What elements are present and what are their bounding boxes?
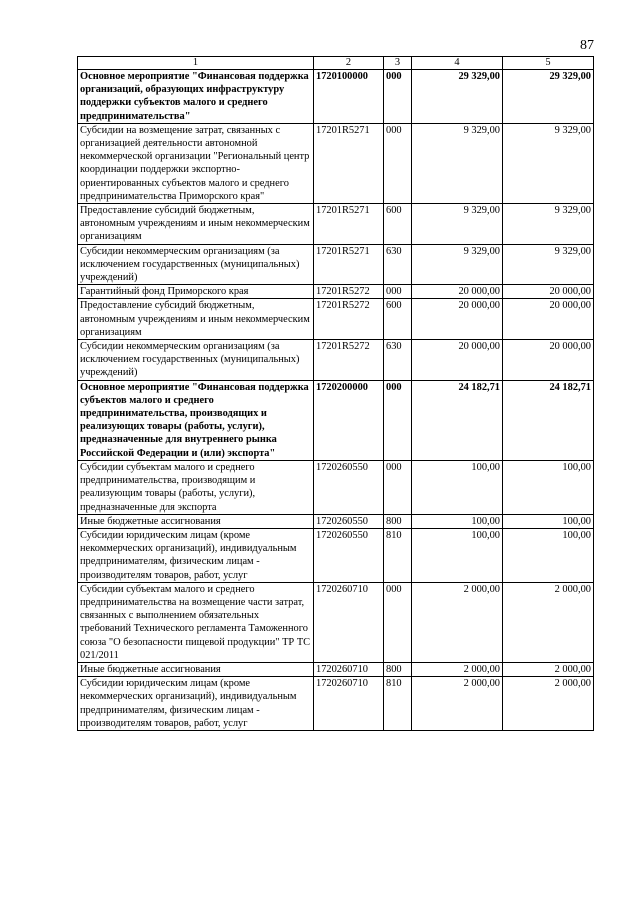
table-row bbox=[78, 123, 594, 203]
row-amount-col4: 20 000,00 bbox=[412, 285, 503, 299]
row-amount-col5: 24 182,71 bbox=[503, 380, 594, 460]
row-amount-col4: 9 329,00 bbox=[412, 204, 503, 245]
row-expense-type: 800 bbox=[384, 662, 412, 676]
row-amount-col4: 100,00 bbox=[412, 460, 503, 514]
row-amount-col5: 20 000,00 bbox=[503, 299, 594, 340]
row-target-code: 1720100000 bbox=[314, 70, 384, 124]
row-amount-col5: 100,00 bbox=[503, 528, 594, 582]
row-name: Субсидии некоммерческим организациям (за исключением государственных (муниципальных) учреждений) bbox=[78, 244, 314, 285]
row-expense-type: 000 bbox=[384, 582, 412, 662]
row-name: Основное мероприятие "Финансовая поддержка организаций, образующих инфраструктуру поддержки субъектов малого и среднего предпринимательства" bbox=[78, 70, 314, 124]
row-amount-col5: 2 000,00 bbox=[503, 582, 594, 662]
row-amount-col4: 29 329,00 bbox=[412, 70, 503, 124]
table-row bbox=[78, 285, 594, 299]
row-expense-type: 000 bbox=[384, 285, 412, 299]
row-amount-col5: 2 000,00 bbox=[503, 677, 594, 731]
row-expense-type: 810 bbox=[384, 677, 412, 731]
row-amount-col5: 9 329,00 bbox=[503, 123, 594, 203]
column-number-2: 2 bbox=[314, 57, 384, 70]
column-number-4: 4 bbox=[412, 57, 503, 70]
table-row bbox=[78, 340, 594, 381]
row-amount-col4: 100,00 bbox=[412, 514, 503, 528]
table-row bbox=[78, 204, 594, 245]
table-row bbox=[78, 528, 594, 582]
row-amount-col4: 2 000,00 bbox=[412, 677, 503, 731]
row-name: Гарантийный фонд Приморского края bbox=[78, 285, 314, 299]
row-expense-type: 600 bbox=[384, 204, 412, 245]
row-expense-type: 810 bbox=[384, 528, 412, 582]
row-amount-col4: 2 000,00 bbox=[412, 582, 503, 662]
row-name: Субсидии юридическим лицам (кроме некоммерческих организаций), индивидуальным предпринимателям, физическим лицам - производителям товаров, работ, услуг bbox=[78, 677, 314, 731]
table-row bbox=[78, 514, 594, 528]
row-amount-col4: 9 329,00 bbox=[412, 244, 503, 285]
page-number: 87 bbox=[580, 38, 594, 53]
column-number-5: 5 bbox=[503, 57, 594, 70]
row-amount-col5: 9 329,00 bbox=[503, 204, 594, 245]
row-target-code: 17201R5271 bbox=[314, 204, 384, 245]
row-expense-type: 000 bbox=[384, 380, 412, 460]
row-target-code: 17201R5271 bbox=[314, 244, 384, 285]
row-amount-col4: 20 000,00 bbox=[412, 299, 503, 340]
row-amount-col4: 2 000,00 bbox=[412, 662, 503, 676]
column-number-1: 1 bbox=[78, 57, 314, 70]
row-amount-col5: 20 000,00 bbox=[503, 340, 594, 381]
row-name: Субсидии субъектам малого и среднего предпринимательства, производящим и реализующим товары (работы, услуги), предназначенные для экспорта bbox=[78, 460, 314, 514]
row-target-code: 17201R5272 bbox=[314, 340, 384, 381]
row-target-code: 1720260550 bbox=[314, 460, 384, 514]
row-amount-col5: 100,00 bbox=[503, 460, 594, 514]
row-name: Субсидии субъектам малого и среднего предпринимательства на возмещение части затрат, связанных с выполнением обязательных требований Технического регламента Таможенного союза "О безопасности пищевой продукции" ТР ТС 021/2011 bbox=[78, 582, 314, 662]
row-amount-col4: 20 000,00 bbox=[412, 340, 503, 381]
row-expense-type: 630 bbox=[384, 340, 412, 381]
row-amount-col4: 100,00 bbox=[412, 528, 503, 582]
table-row bbox=[78, 460, 594, 514]
row-target-code: 17201R5271 bbox=[314, 123, 384, 203]
row-name: Субсидии юридическим лицам (кроме некоммерческих организаций), индивидуальным предпринимателям, физическим лицам - производителям товаров, работ, услуг bbox=[78, 528, 314, 582]
row-expense-type: 000 bbox=[384, 460, 412, 514]
row-name: Субсидии некоммерческим организациям (за исключением государственных (муниципальных) учреждений) bbox=[78, 340, 314, 381]
row-name: Субсидии на возмещение затрат, связанных с организацией деятельности автономной некоммерческой организации "Региональный центр координации поддержки экспортно-ориентированных субъектов малого и среднего предпринимательства Приморского края" bbox=[78, 123, 314, 203]
row-amount-col5: 9 329,00 bbox=[503, 244, 594, 285]
row-name: Иные бюджетные ассигнования bbox=[78, 514, 314, 528]
row-amount-col5: 20 000,00 bbox=[503, 285, 594, 299]
table-row bbox=[78, 299, 594, 340]
row-amount-col5: 2 000,00 bbox=[503, 662, 594, 676]
column-number-row bbox=[78, 57, 594, 70]
table-row bbox=[78, 582, 594, 662]
row-target-code: 1720200000 bbox=[314, 380, 384, 460]
row-amount-col4: 24 182,71 bbox=[412, 380, 503, 460]
row-target-code: 1720260550 bbox=[314, 528, 384, 582]
column-number-3: 3 bbox=[384, 57, 412, 70]
row-target-code: 17201R5272 bbox=[314, 299, 384, 340]
row-amount-col5: 100,00 bbox=[503, 514, 594, 528]
row-name: Иные бюджетные ассигнования bbox=[78, 662, 314, 676]
row-name: Основное мероприятие "Финансовая поддержка субъектов малого и среднего предпринимательства, производящих и реализующих товары (работы, услуги), предназначенные для внутреннего рынка Российской Федерации и (или) экспорта" bbox=[78, 380, 314, 460]
row-target-code: 1720260710 bbox=[314, 662, 384, 676]
row-name: Предоставление субсидий бюджетным, автономным учреждениям и иным некоммерческим организациям bbox=[78, 204, 314, 245]
table-row bbox=[78, 244, 594, 285]
row-expense-type: 800 bbox=[384, 514, 412, 528]
row-expense-type: 600 bbox=[384, 299, 412, 340]
row-target-code: 17201R5272 bbox=[314, 285, 384, 299]
row-amount-col4: 9 329,00 bbox=[412, 123, 503, 203]
table-row bbox=[78, 70, 594, 124]
table-row bbox=[78, 380, 594, 460]
row-target-code: 1720260710 bbox=[314, 582, 384, 662]
row-target-code: 1720260710 bbox=[314, 677, 384, 731]
budget-table bbox=[77, 56, 594, 731]
table-row bbox=[78, 677, 594, 731]
row-target-code: 1720260550 bbox=[314, 514, 384, 528]
table-row bbox=[78, 662, 594, 676]
row-expense-type: 000 bbox=[384, 123, 412, 203]
row-amount-col5: 29 329,00 bbox=[503, 70, 594, 124]
row-name: Предоставление субсидий бюджетным, автономным учреждениям и иным некоммерческим организациям bbox=[78, 299, 314, 340]
row-expense-type: 630 bbox=[384, 244, 412, 285]
row-expense-type: 000 bbox=[384, 70, 412, 124]
